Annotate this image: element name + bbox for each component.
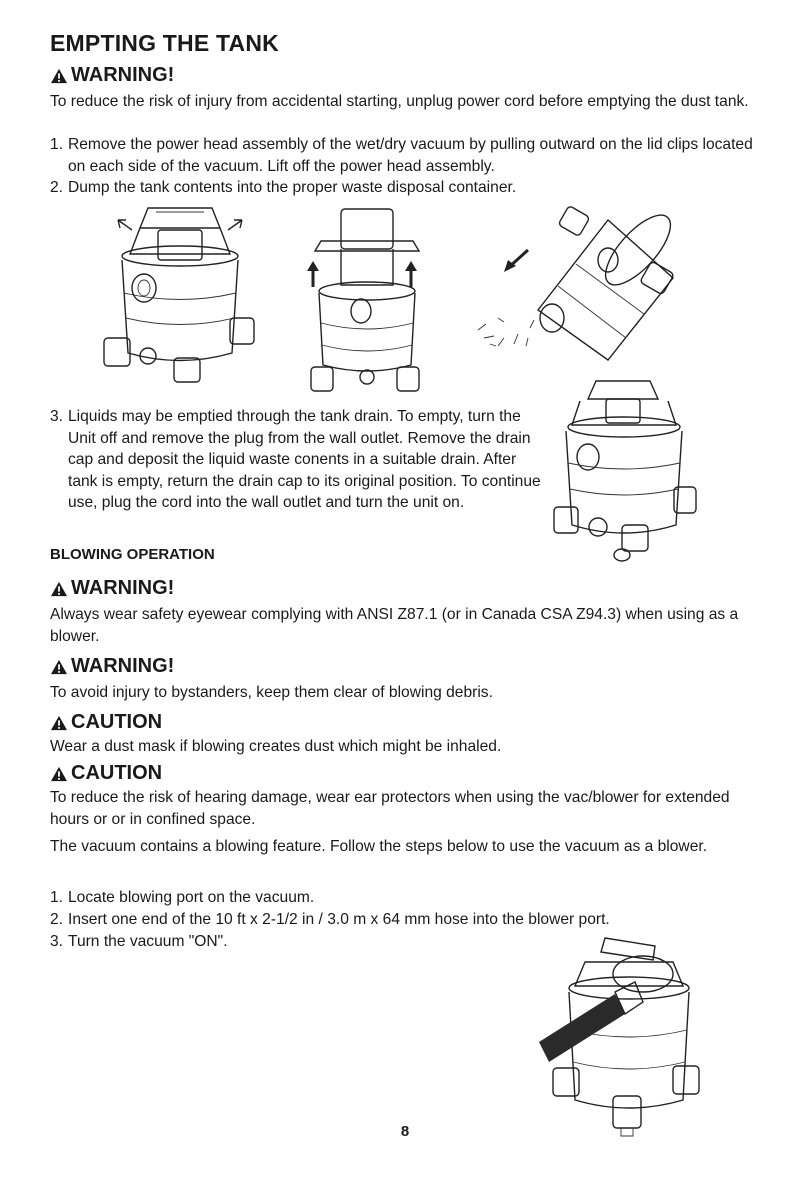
emptying-step-3: [50, 406, 548, 514]
warning-label: WARNING!: [71, 655, 175, 677]
caution-text-2: To reduce the risk of hearing damage, wear ear protectors when using the vac/blower for extended hours or or in confined space.: [50, 789, 730, 828]
warning-heading-3: [50, 655, 174, 678]
warning-triangle-icon: [50, 659, 68, 675]
caution-heading-1: [50, 711, 162, 734]
warning-triangle-icon: [50, 581, 68, 597]
caution-triangle-icon: [50, 715, 68, 731]
blowing-step-1: [50, 887, 770, 909]
tank-drain-illustration: [550, 375, 700, 565]
page-number: 8: [400, 1123, 410, 1140]
page-title: EMPTING THE TANK: [50, 30, 279, 56]
warning-text-2: Always wear safety eyewear complying with ANSI Z87.1 (or in Canada CSA Z94.3) when using as a blower.: [50, 606, 739, 645]
step-text: Locate blowing port on the vacuum.: [68, 889, 315, 906]
step-number: 1.: [50, 889, 64, 906]
step-text: Liquids may be emptied through the tank drain. To empty, turn the Unit off and remove the plug from the wall outlet. Remove the drain cap and deposit the liquid waste conents in a suitable drain. After tank is empty, return the drain cap to its original position. To continue use, plug the cord into the wall outlet and turn the unit on.: [68, 408, 541, 512]
warning-heading-2: [50, 577, 174, 600]
dumping-tank-illustration: [458, 200, 688, 375]
emptying-step-1: [50, 134, 770, 177]
step-number: 1.: [50, 136, 64, 153]
caution-text-1: Wear a dust mask if blowing creates dust which might be inhaled.: [50, 738, 502, 755]
warning-text-3: To avoid injury to bystanders, keep them clear of blowing debris.: [50, 684, 493, 701]
blowing-operation-heading: BLOWING OPERATION: [50, 546, 215, 563]
step-text: Dump the tank contents into the proper waste disposal container.: [68, 179, 517, 196]
warning-triangle-icon: [50, 68, 68, 84]
step-number: 3.: [50, 933, 64, 950]
step-text: Insert one end of the 10 ft x 2-1/2 in / 3.0 m x 64 mm hose into the blower port.: [68, 911, 610, 928]
caution-heading-2: [50, 762, 162, 785]
warning-label: WARNING!: [71, 64, 175, 86]
power-head-removal-illustration: [305, 205, 430, 400]
step-number: 2.: [50, 911, 64, 928]
step-number: 2.: [50, 179, 64, 196]
caution-label: CAUTION: [71, 711, 163, 733]
warning-label: WARNING!: [71, 577, 175, 599]
caution-label: CAUTION: [71, 762, 163, 784]
blower-port-hose-illustration: [535, 932, 710, 1137]
warning-heading-1: [50, 64, 174, 87]
vacuum-lid-clips-illustration: [100, 198, 260, 383]
step-text: Turn the vacuum "ON".: [68, 933, 228, 950]
step-number: 3.: [50, 408, 64, 425]
emptying-step-2: [50, 177, 770, 199]
caution-triangle-icon: [50, 766, 68, 782]
blower-intro-text: The vacuum contains a blowing feature. Follow the steps below to use the vacuum as a blower.: [50, 838, 708, 855]
warning-text-1: To reduce the risk of injury from accidental starting, unplug power cord before emptying the dust tank.: [50, 93, 749, 110]
blowing-step-2: [50, 909, 770, 931]
step-text: Remove the power head assembly of the wet/dry vacuum by pulling outward on the lid clips located on each side of the vacuum. Lift off the power head assembly.: [68, 136, 753, 175]
